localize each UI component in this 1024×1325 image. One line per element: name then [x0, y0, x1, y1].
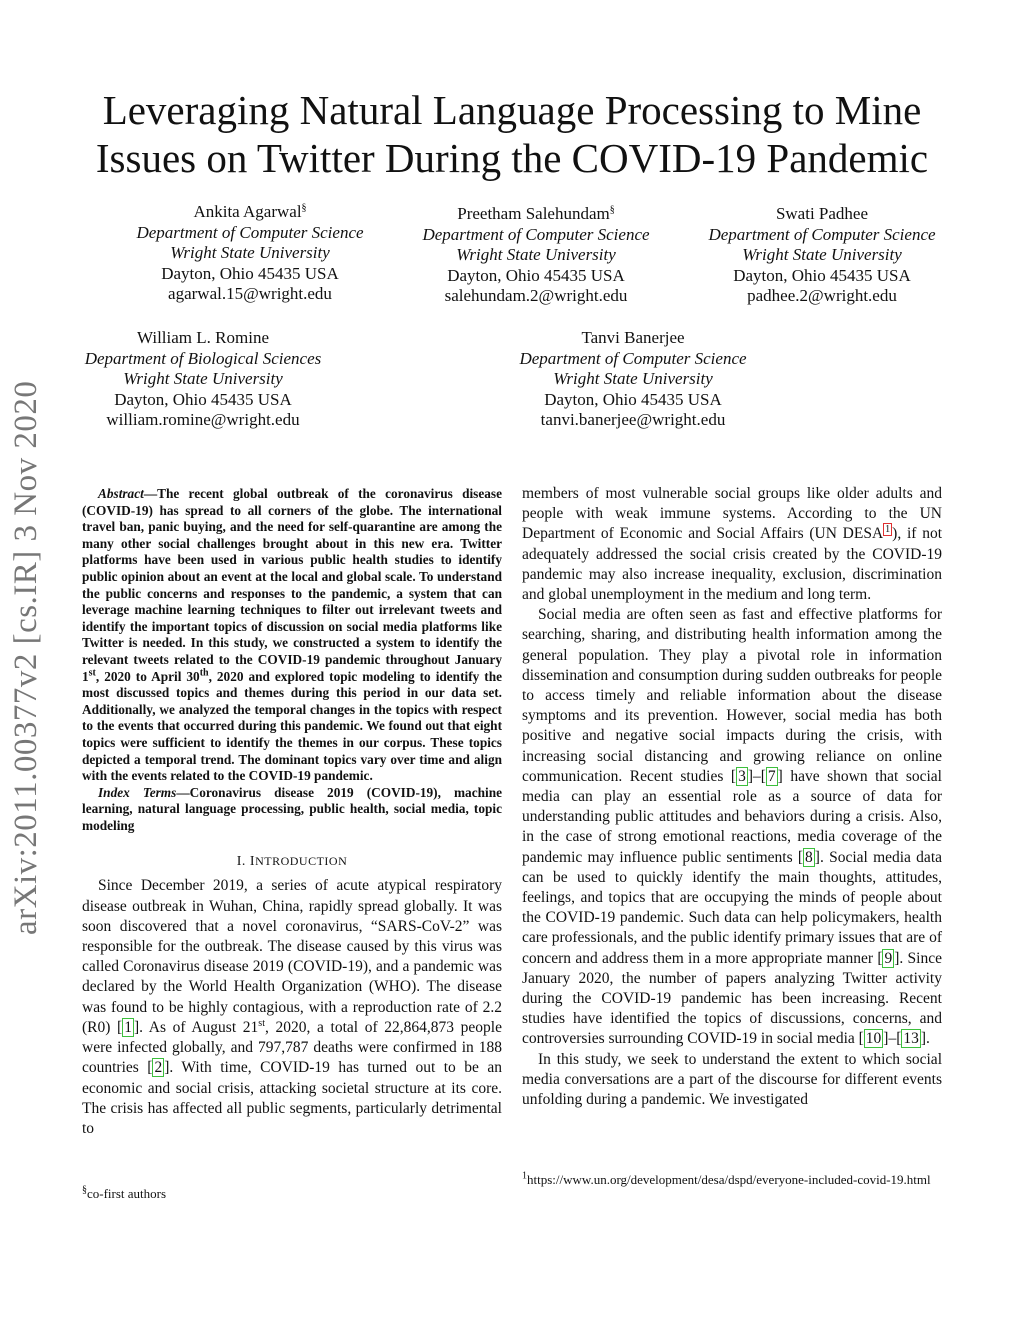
author-univ: Wright State University — [456, 245, 616, 265]
abstract-label: Abstract — [98, 486, 144, 501]
author-email: agarwal.15@wright.edu — [168, 284, 332, 304]
citation-link[interactable]: 13 — [903, 1030, 919, 1048]
author-city: Dayton, Ohio 45435 USA — [447, 265, 625, 285]
author-dept: Department of Computer Science — [422, 224, 650, 244]
citation-link[interactable]: 10 — [865, 1030, 882, 1048]
author-email: salehundam.2@wright.edu — [444, 286, 628, 306]
author-name: Swati Padhee — [775, 204, 869, 223]
citation-link[interactable]: 9 — [884, 949, 893, 967]
paper-title — [60, 86, 964, 182]
footnote-right: $^1$https://www.un.org/development/desa/dspd/everyone-included-covid-19.html — [522, 1170, 931, 1187]
author-dept: Department of Computer Science — [519, 348, 747, 368]
citation-link[interactable]: 3 — [738, 767, 746, 785]
author-dept: Department of Computer Science — [136, 222, 364, 242]
author-block-4 — [60, 328, 346, 431]
index-terms-label: Index Terms — [98, 784, 177, 800]
author-dept: Department of Computer Science — [708, 224, 936, 244]
section-heading-introduction: I. INTRODUCTION — [236, 854, 348, 870]
citation-link[interactable]: 8 — [805, 848, 813, 866]
index-terms: Index Terms—Coronavirus disease 2019 (COVID-19), machine learning, natural language processing, public health, social media, topic modeling — [82, 784, 502, 833]
footnote-ref-link[interactable]: 1 — [885, 524, 891, 536]
author-univ: Wright State University — [170, 243, 330, 263]
author-univ: Wright State University — [742, 245, 902, 265]
author-block-5 — [490, 328, 776, 431]
right-paragraph-2: Social media are often seen as fast and effective platforms for searching, sharing, and distributing health information among the general population. They play a pivotal role in information dissemination and consumption during sudden outbreaks for people to access timely and reliable information about the disease symptoms and its prevention. However, social media has both positive and negative social impacts during the crisis, with increasing social distancing and growing reliance on online communication. Recent studies [ 3 ]–[ 7 ] have shown that social media can play an essential role as a source of data for understanding public attitudes and behaviors during a crisis. Also, in the case of strong emotional reactions, media coverage of the pandemic may influence public sentiments [ 8 ]. Social media data can be used to quickly identify the main thoughts, attitudes, feelings, and topics that are occupying the minds of people about the COVID-19 pandemic. Such data can help policymakers, health care professionals, and the public identify primary issues that are of concern and address them in a more appropriate manner [ 9 ]. Since January 2020, the number of papers analyzing Twitter activity during the COVID-19 pandemic has been increasing. Recent studies have identified the topics of discussions, concerns, and controversies surrounding COVID-19 in social media [ 10 ]–[ 13 ]. — [522, 606, 943, 1048]
author-city: Dayton, Ohio 45435 USA — [544, 389, 722, 409]
title-line-2: Issues on Twitter During the COVID-19 Pandemic — [95, 135, 929, 181]
author-city: Dayton, Ohio 45435 USA — [114, 389, 292, 409]
author-univ: Wright State University — [123, 369, 283, 389]
author-email: tanvi.banerjee@wright.edu — [540, 410, 726, 430]
author-block-3 — [682, 204, 962, 307]
right-paragraph-1: members of most vulnerable social groups like older adults and people with weak immune systems. According to the UN Department of Economic and Social Affairs (UN DESA $^1$ ), if not adequately addressed the social crisis created by the COVID-19 pandemic may also increase inequality, exclusion, discrimination and global unemployment in the medium and long term. — [522, 485, 943, 604]
author-name: Tanvi Banerjee — [581, 328, 685, 347]
author-dept: Department of Biological Sciences — [84, 348, 322, 368]
author-city: Dayton, Ohio 45435 USA — [161, 263, 339, 283]
author-email: padhee.2@wright.edu — [747, 286, 897, 306]
arxiv-sidebar-label: arXiv:2011.00377v2 [cs.IR] 3 Nov 2020 — [8, 380, 44, 935]
citation-link[interactable]: 7 — [767, 767, 776, 785]
author-name: William L. Romine — [137, 328, 269, 347]
author-block-2 — [396, 204, 676, 307]
author-name: Ankita Agarwal — [193, 202, 302, 221]
citation-link[interactable]: 1 — [124, 1018, 132, 1036]
author-mark: § — [609, 204, 615, 216]
author-mark: § — [301, 202, 307, 214]
left-column — [82, 486, 502, 1139]
footnote-url[interactable]: https://www.un.org/development/desa/dspd/everyone-included-covid-19.html — [527, 1172, 931, 1187]
author-name: Preetham Salehundam — [457, 204, 610, 223]
author-email: william.romine@wright.edu — [106, 410, 300, 430]
right-paragraph-3: In this study, we seek to understand the extent to which social media conversations are a part of the discourse for different events unfolding during a pandemic. We investigated — [522, 1050, 942, 1109]
author-block-1 — [110, 202, 390, 305]
title-line-1: Leveraging Natural Language Processing to Mine — [102, 87, 922, 133]
intro-paragraph-1: Since December 2019, a series of acute atypical respiratory disease outbreak in Wuhan, China, rapidly spread globally. It was soon discovered that a novel coronavirus, “SARS-CoV-2” was responsible for the outbreak. The disease caused by this virus was called Coronavirus disease 2019 (COVID-19), and a pandemic was declared by the World Health Organization (WHO). The disease was found to be highly contagious, with a reproduction rate of 2.2 (R0) [ 1 ]. As of August 21st, 2020, a total of 22,864,873 people were infected globally, and 797,787 deaths were confirmed in 188 countries [ 2 ]. With time, COVID-19 has turned out to be an economic and social crisis, attacking societal structure at its core. The crisis has affected all public segments, particularly detrimental to — [82, 877, 502, 1137]
footnote-left: §co-first authors — [82, 1184, 167, 1201]
right-column — [522, 484, 942, 1110]
author-univ: Wright State University — [553, 369, 713, 389]
abstract: Abstract—The recent global outbreak of the coronavirus disease (COVID-19) has spread to all corners of the globe. The international travel ban, panic buying, and the need for self-quarantine are among the many other social challenges brought about in this new era. Twitter platforms have been used in various public health studies to identify public opinion about an event at the local and global scale. To understand the public concerns and responses to the pandemic, a system that can leverage machine learning techniques to filter out irrelevant tweets and identify the important topics of discussion on social media platforms like Twitter is needed. In this study, we constructed a system to identify the relevant tweets related to the COVID-19 pandemic throughout January 1st, 2020 to April 30th, 2020 and explored topic modeling to identify the most discussed topics and themes during this period in our data set. Additionally, we analyzed the temporal changes in the topics with respect to the events that occurred during this pandemic. We found out that eight topics were sufficient to identify the themes in our corpus. These topics depicted a temporal trend. The dominant topics vary over time and align with the events related to the COVID-19 pandemic. — [82, 486, 502, 784]
citation-link[interactable]: 2 — [154, 1059, 163, 1077]
author-city: Dayton, Ohio 45435 USA — [733, 265, 911, 285]
